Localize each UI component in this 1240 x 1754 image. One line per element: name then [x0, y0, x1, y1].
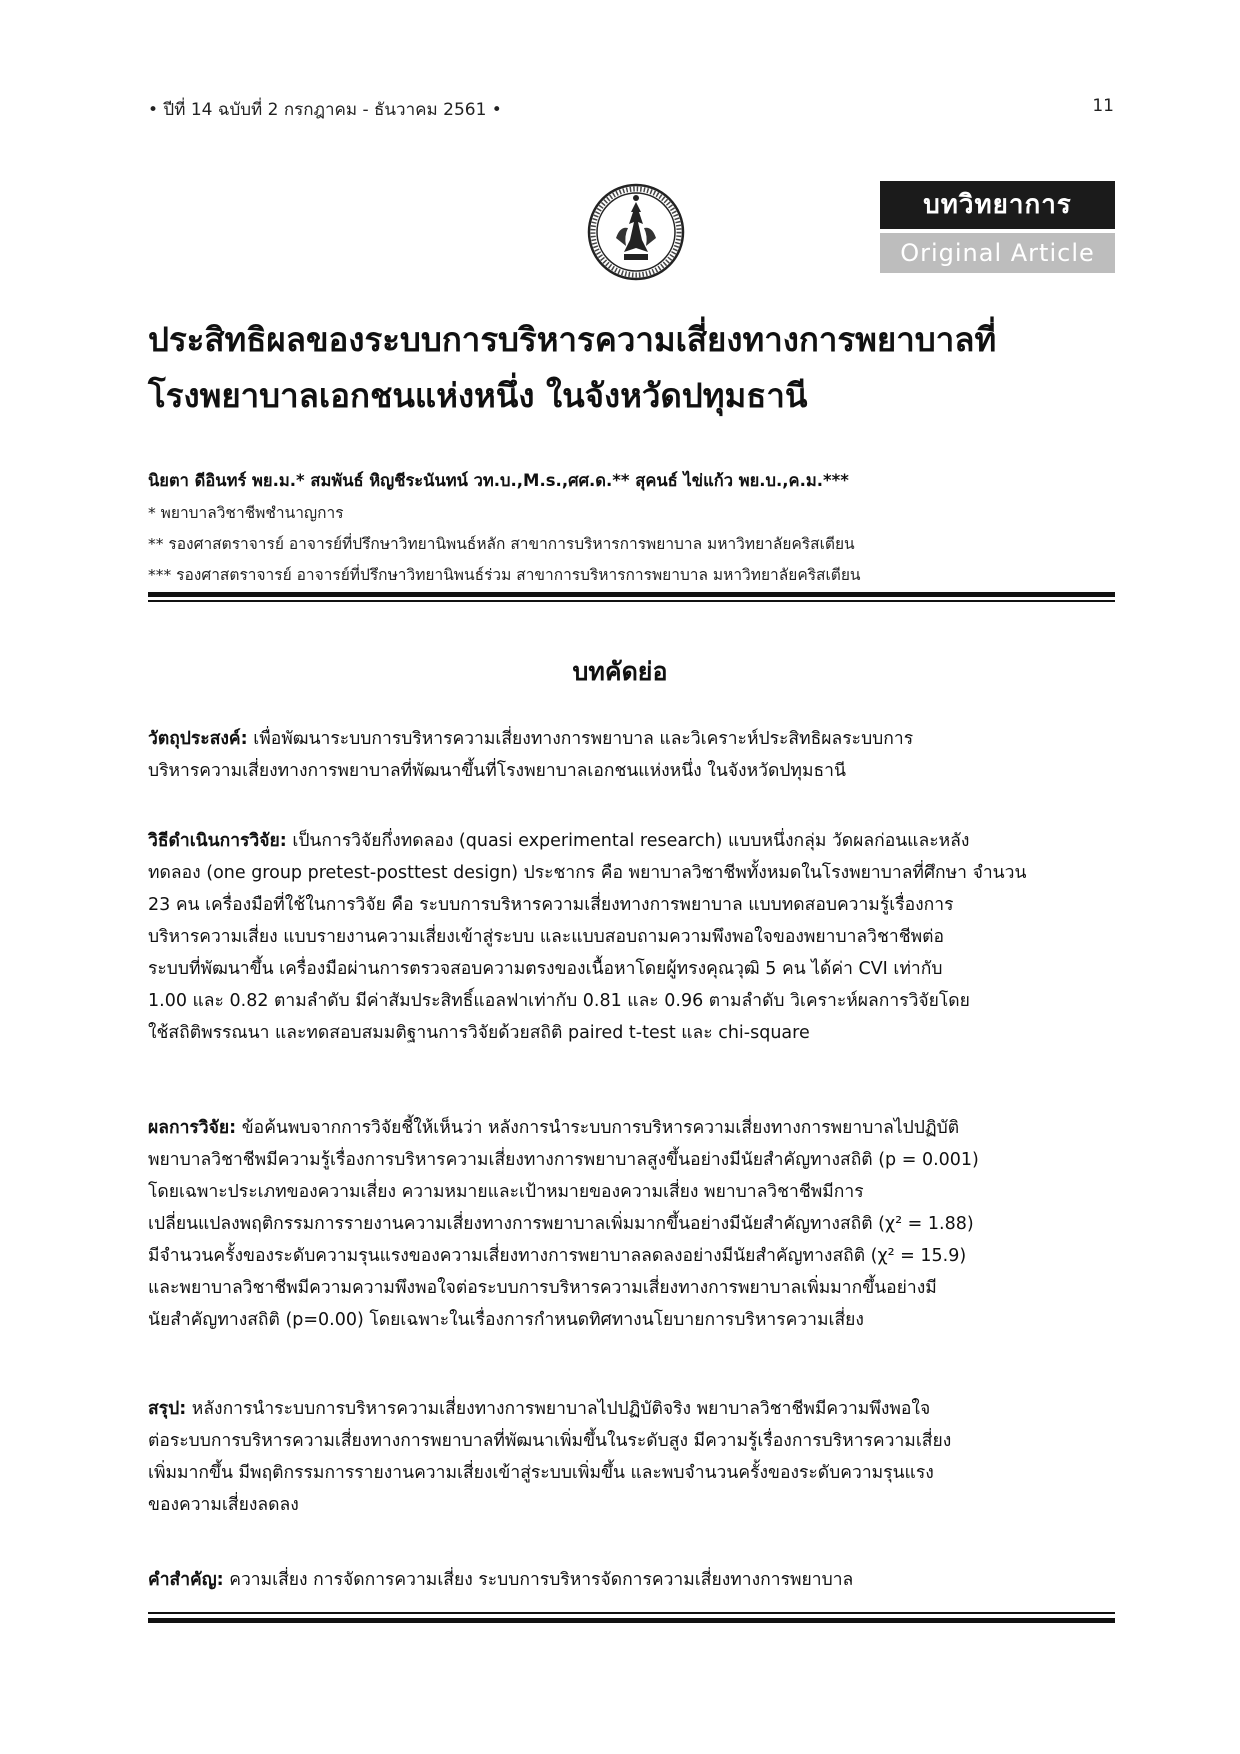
article-title: [148, 312, 1108, 424]
divider: [148, 1618, 1115, 1623]
paragraph-line: บริหารความเสี่ยง แบบรายงานความเสี่ยงเข้าสู่ระบบ และแบบสอบถามความพึงพอใจของพยาบาลวิชาชีพต่อ: [148, 927, 944, 947]
conclusion-label: สรุป:: [148, 1399, 187, 1419]
title-line: ประสิทธิผลของระบบการบริหารความเสี่ยงทางการพยาบาลที่: [148, 320, 997, 359]
page-number: 11: [1092, 96, 1114, 116]
results-text: ข้อค้นพบจากการวิจัยชี้ให้เห็นว่า หลังการนำระบบการบริหารความเสี่ยงทางการพยาบาลไปปฏิบัติ: [241, 1118, 960, 1138]
paragraph-line: ต่อระบบการบริหารความเสี่ยงทางการพยาบาลที่พัฒนาเพิ่มขึ้นในระดับสูง มีความรู้เรื่องการบริหารความเสี่ยง: [148, 1431, 952, 1451]
affiliation: *** รองศาสตราจารย์ อาจารย์ที่ปรึกษาวิทยานิพนธ์ร่วม สาขาการบริหารการพยาบาล มหาวิทยาลัยคริสเตียน: [148, 566, 861, 584]
paragraph-line: โดยเฉพาะประเภทของความเสี่ยง ความหมายและเป้าหมายของความเสี่ยง พยาบาลวิชาชีพมีการ: [148, 1182, 864, 1202]
affiliation: * พยาบาลวิชาชีพชำนาญการ: [148, 504, 344, 522]
paragraph-line: ของความเสี่ยงลดลง: [148, 1495, 299, 1515]
paragraph-line: ใช้สถิติพรรณนา และทดสอบสมมติฐานการวิจัยด้วยสถิติ paired t-test และ chi-square: [148, 1023, 810, 1043]
paragraph-line: นัยสำคัญทางสถิติ (p=0.00) โดยเฉพาะในเรื่องการกำหนดทิศทางนโยบายการบริหารความเสี่ยง: [148, 1310, 864, 1330]
paragraph-line: พยาบาลวิชาชีพมีความรู้เรื่องการบริหารความเสี่ยงทางการพยาบาลสูงขึ้นอย่างมีนัยสำคัญทางสถิติ (p = 0.001): [148, 1150, 979, 1170]
divider: [148, 592, 1115, 597]
objective-label: วัตถุประสงค์:: [148, 729, 248, 749]
methods-label: วิธีดำเนินการวิจัย:: [148, 831, 287, 851]
affiliation: ** รองศาสตราจารย์ อาจารย์ที่ปรึกษาวิทยานิพนธ์หลัก สาขาการบริหารการพยาบาล มหาวิทยาลัยคริสเตียน: [148, 535, 855, 553]
conclusion-text: หลังการนำระบบการบริหารความเสี่ยงทางการพยาบาลไปปฏิบัติจริง พยาบาลวิชาชีพมีความพึงพอใจ: [191, 1399, 931, 1419]
paragraph-line: 1.00 และ 0.82 ตามลำดับ มีค่าสัมประสิทธิ์แอลฟาเท่ากับ 0.81 และ 0.96 ตามลำดับ วิเคราะห์ผลการวิจัยโดย: [148, 991, 970, 1011]
objective-text: เพื่อพัฒนาระบบการบริหารความเสี่ยงทางการพยาบาล และวิเคราะห์ประสิทธิผลระบบการ: [253, 729, 914, 749]
divider: [148, 1612, 1115, 1614]
article-type-english: Original Article: [880, 233, 1115, 273]
paragraph-line: เพิ่มมากขึ้น มีพฤติกรรมการรายงานความเสี่ยงเข้าสู่ระบบเพิ่มขึ้น และพบจำนวนครั้งของระดับความรุนแรง: [148, 1463, 934, 1483]
paragraph-line: ระบบที่พัฒนาขึ้น เครื่องมือผ่านการตรวจสอบความตรงของเนื้อหาโดยผู้ทรงคุณวุฒิ 5 คน ได้ค่า CVI เท่ากับ: [148, 959, 943, 979]
keywords-text: ความเสี่ยง การจัดการความเสี่ยง ระบบการบริหารจัดการความเสี่ยงทางการพยาบาล: [229, 1570, 854, 1590]
paragraph-line: [148, 723, 1115, 755]
university-seal-icon: [586, 182, 686, 282]
running-head: • ปีที่ 14 ฉบับที่ 2 กรกฎาคม - ธันวาคม 2561 •: [148, 100, 502, 120]
paragraph-line: และพยาบาลวิชาชีพมีความความพึงพอใจต่อระบบการบริหารความเสี่ยงทางการพยาบาลเพิ่มมากขึ้นอย่างมี: [148, 1278, 937, 1298]
divider: [148, 600, 1115, 602]
paragraph-line: บริหารความเสี่ยงทางการพยาบาลที่พัฒนาขึ้นที่โรงพยาบาลเอกชนแห่งหนึ่ง ในจังหวัดปทุมธานี: [148, 761, 846, 781]
objective-paragraph: [148, 723, 1115, 787]
paragraph-line: มีจำนวนครั้งของระดับความรุนแรงของความเสี่ยงทางการพยาบาลลดลงอย่างมีนัยสำคัญทางสถิติ (χ² = 15.9): [148, 1246, 967, 1266]
methods-text: เป็นการวิจัยกึ่งทดลอง (quasi experimental research) แบบหนึ่งกลุ่ม วัดผลก่อนและหลัง: [292, 831, 970, 851]
keywords-paragraph: [148, 1564, 1115, 1596]
results-label: ผลการวิจัย:: [148, 1118, 237, 1138]
methods-paragraph: [148, 825, 1115, 1049]
author-list: นิยตา ดีอินทร์ พย.ม.* สมพันธ์ หิญชีระนันทน์ วท.บ.,M.s.,ศศ.ด.** สุคนธ์ ไข่แก้ว พย.บ.,ค.ม.***: [148, 471, 849, 490]
paragraph-line: เปลี่ยนแปลงพฤติกรรมการรายงานความเสี่ยงทางการพยาบาลเพิ่มมากขึ้นอย่างมีนัยสำคัญทางสถิติ (χ² = 1.88): [148, 1214, 974, 1234]
results-paragraph: [148, 1112, 1115, 1336]
article-type-box: [880, 181, 1115, 273]
keywords-label: คำสำคัญ:: [148, 1570, 224, 1590]
paragraph-line: 23 คน เครื่องมือที่ใช้ในการวิจัย คือ ระบบการบริหารความเสี่ยงทางการพยาบาล แบบทดสอบความรู้เรื่องการ: [148, 895, 954, 915]
paragraph-line: [148, 1112, 1115, 1144]
abstract-heading: บทคัดย่อ: [572, 657, 668, 686]
paragraph-line: [148, 1393, 1115, 1425]
paragraph-line: [148, 825, 1115, 857]
article-type-thai: บทวิทยาการ: [880, 181, 1115, 229]
conclusion-paragraph: [148, 1393, 1115, 1521]
paragraph-line: [148, 1564, 1115, 1596]
title-line: โรงพยาบาลเอกชนแห่งหนึ่ง ในจังหวัดปทุมธานี: [148, 376, 808, 415]
paragraph-line: ทดลอง (one group pretest-posttest design) ประชากร คือ พยาบาลวิชาชีพทั้งหมดในโรงพยาบาลที่ศึกษา จำนวน: [148, 863, 1027, 883]
